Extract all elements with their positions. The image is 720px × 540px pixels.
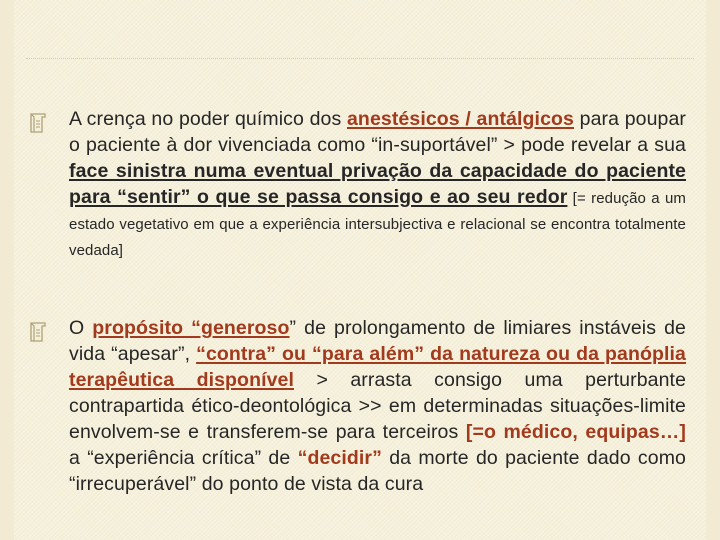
bullet-2-emphasis-decide: “decidir” xyxy=(297,447,382,469)
bullet-2-emphasis-purpose: propósito “generoso xyxy=(92,317,290,339)
bullet-1-emphasis-sinister-face: face sinistra numa eventual privação da capacidade do paciente para “sentir” o que se passa consigo e ao seu redor xyxy=(69,160,686,208)
scroll-bullet-icon xyxy=(26,111,50,135)
bullet-2-text-1: O xyxy=(69,317,93,339)
bullet-2-text-5: da morte do paciente dado como “irrecuperável” do ponto de vista da cura xyxy=(69,447,686,495)
bullet-1-bracket-open: [= xyxy=(567,190,592,207)
bullet-2-emphasis-third-parties: [=o médico, equipas…] xyxy=(465,421,686,443)
bullet-1-emphasis-anesthetics: anestésicos / antálgicos xyxy=(346,108,574,130)
bullet-1-text-1: A crença no poder químico dos xyxy=(69,108,347,130)
bullet-2-text-3: > arrasta consigo uma perturbante contrapartida ético-deontológica >> em determinadas situações-limite envolvem-se e transferem-se para terceiros xyxy=(69,369,687,443)
bullet-paragraph-2 xyxy=(69,315,686,497)
bullet-2-text-4: a “experiência crítica” de xyxy=(69,447,298,469)
bullet-2-text-2: ” de prolongamento de limiares instáveis de vida “apesar”, xyxy=(69,317,686,365)
bullet-1-text-2: para poupar o paciente à dor vivenciada como “in-suportável” > pode revelar a sua xyxy=(69,108,687,156)
scroll-bullet-icon xyxy=(26,320,50,344)
bullet-1-small-note: redução a um estado vegetativo em que a experiência intersubjectiva e relacional se encontra totalmente vedada] xyxy=(69,190,687,259)
bullet-2-emphasis-against-nature: “contra” ou “para além” da natureza ou da panóplia terapêutica disponível xyxy=(69,343,686,391)
header-divider xyxy=(26,58,694,59)
bullet-paragraph-1 xyxy=(69,106,686,262)
